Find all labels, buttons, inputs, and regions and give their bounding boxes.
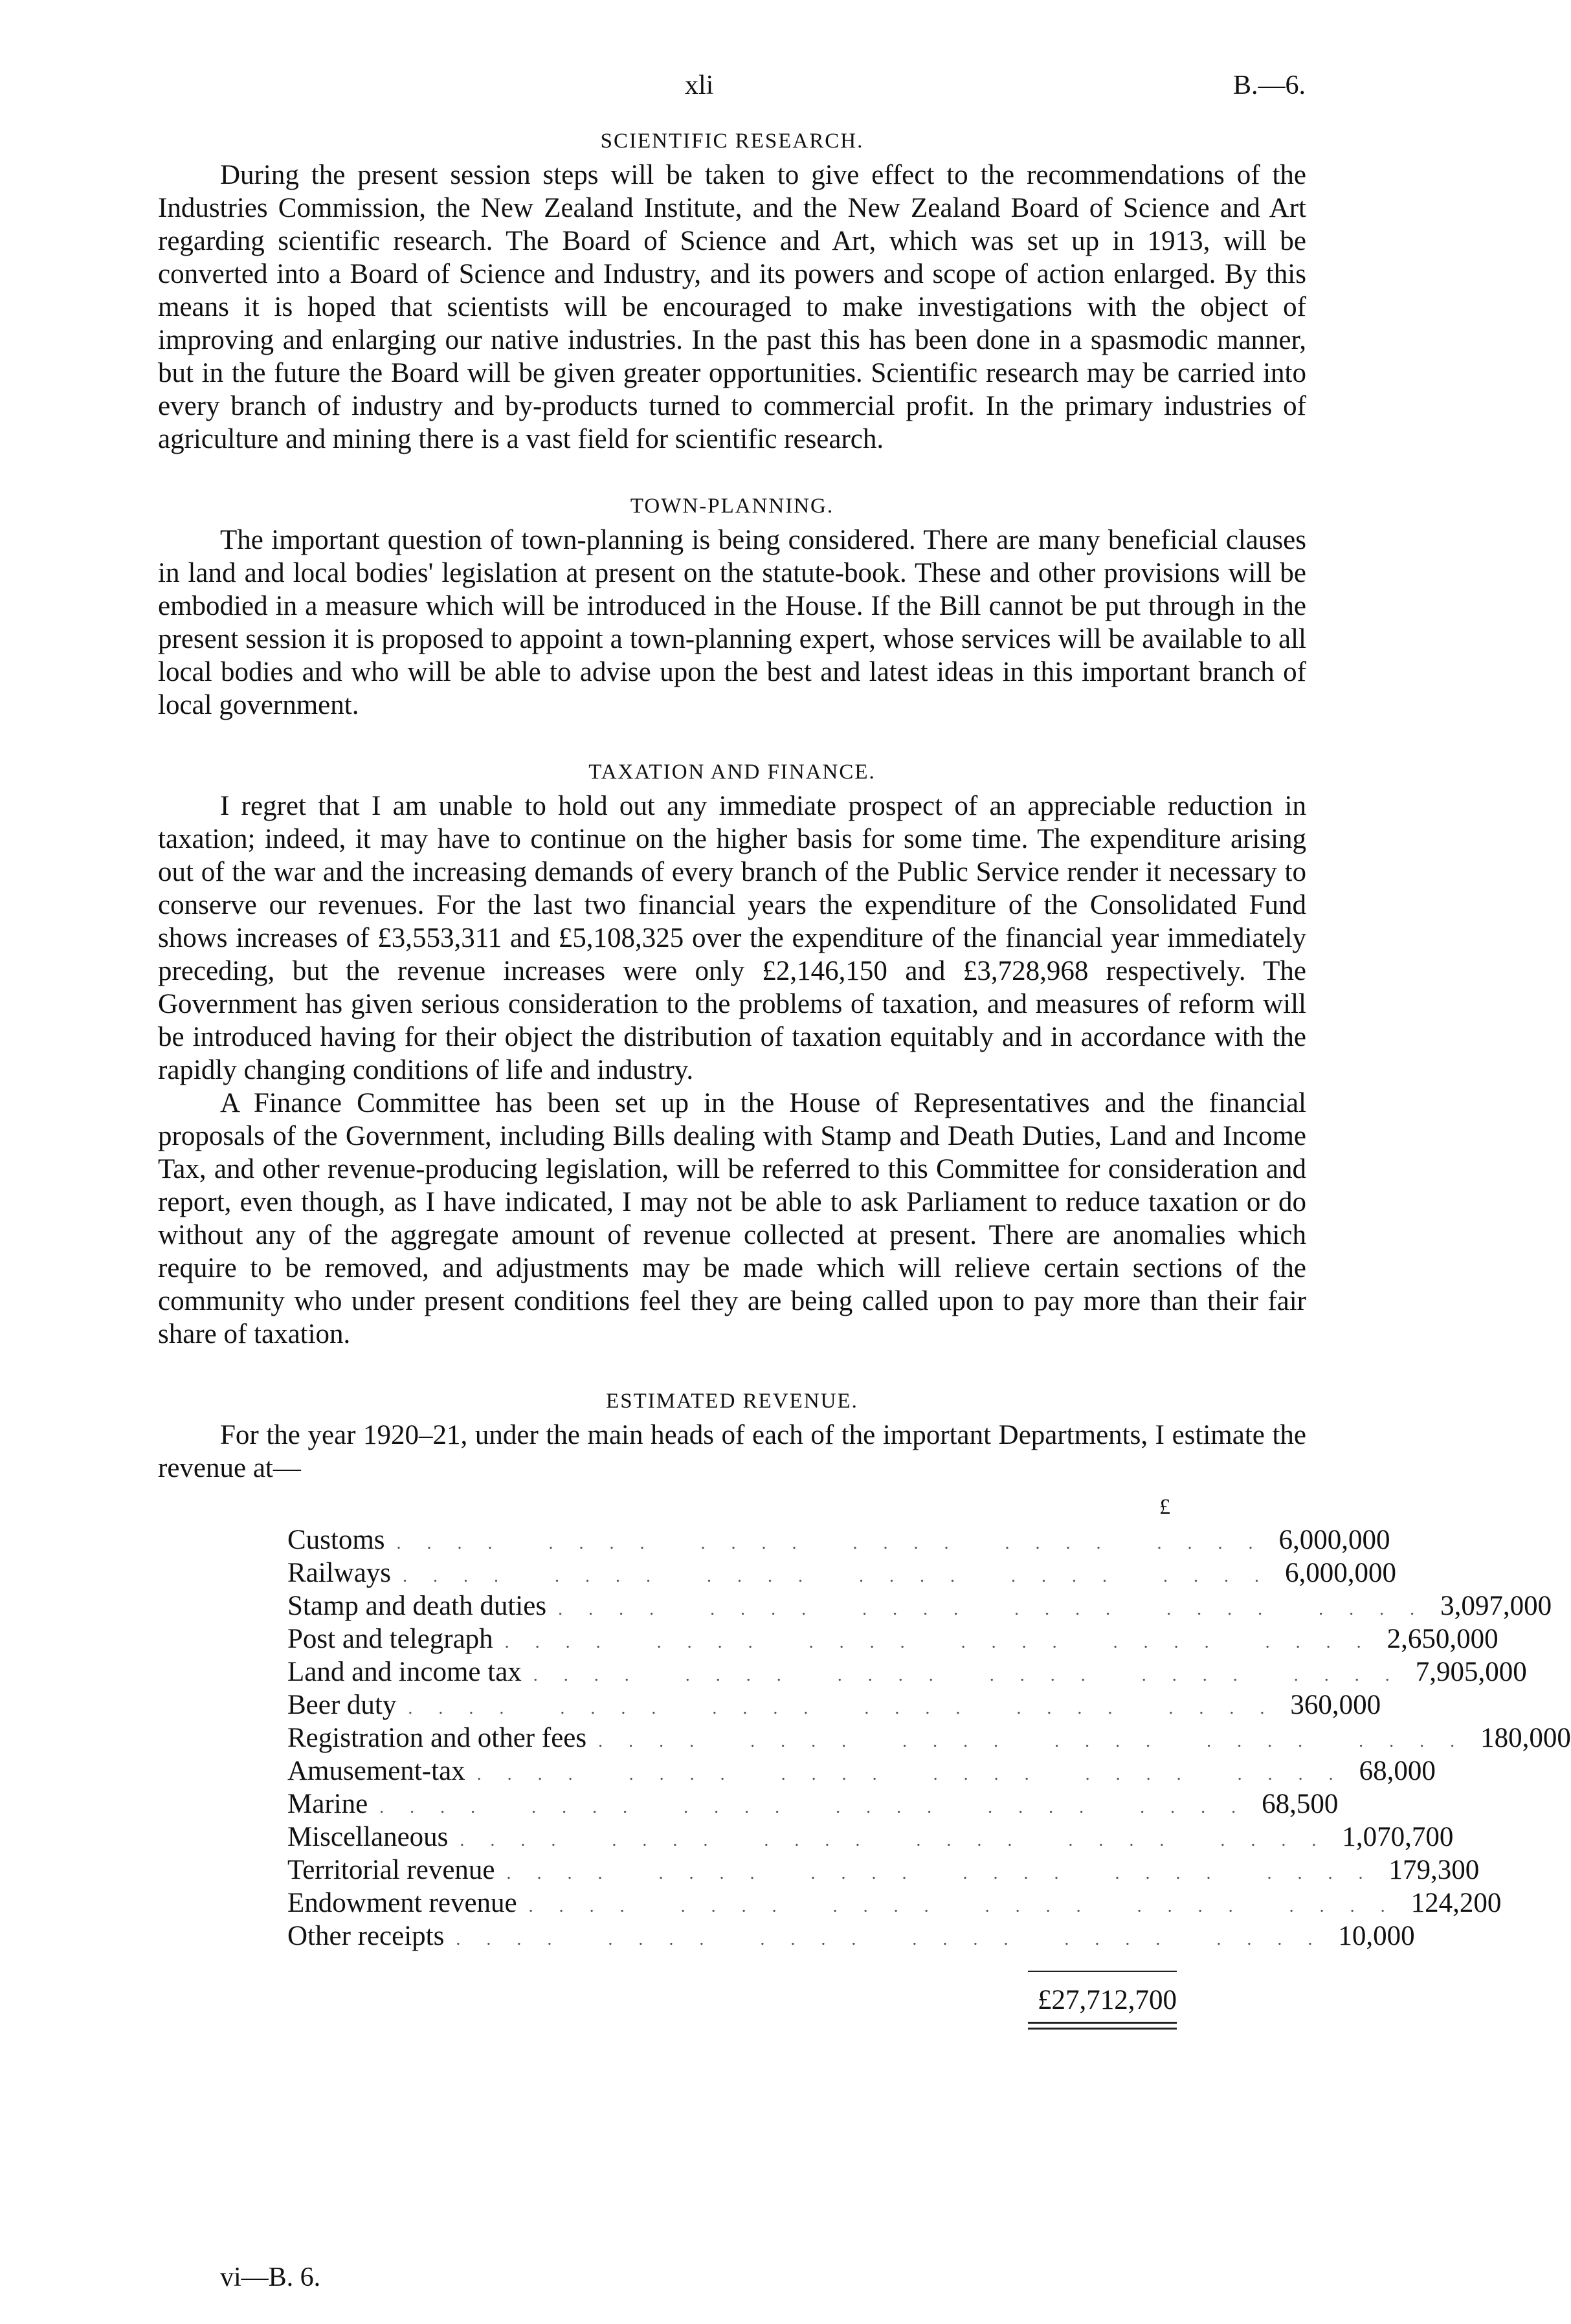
revenue-item-label: Post and telegraph xyxy=(287,1624,493,1654)
section-heading: ESTIMATED REVENUE. xyxy=(606,1389,858,1413)
revenue-row xyxy=(287,1556,1397,1589)
paper-reference: B.—6. xyxy=(1232,71,1306,100)
dot-leader: .... .... .... .... .... .... xyxy=(598,1731,1481,1751)
revenue-row xyxy=(287,1622,1499,1655)
revenue-item-label: Registration and other fees xyxy=(287,1723,587,1753)
paragraph: The important question of town-planning is being considered. There are many beneficial clauses in land and local bodies' legislation at present on the statute-book. These and other provisions will be embodied in a measure which will be introduced in the House. If the Bill cannot be put through in the present session it is proposed to appoint a town-planning expert, whose services will be available to all local bodies and who will be able to advise upon the best and latest ideas in this important branch of local government. xyxy=(158,525,1306,720)
revenue-item-amount: 7,905,000 xyxy=(1415,1657,1527,1687)
revenue-item-label: Other receipts xyxy=(287,1921,445,1951)
revenue-row xyxy=(287,1887,1502,1920)
revenue-item-amount: 179,300 xyxy=(1388,1855,1480,1885)
revenue-item-label: Marine xyxy=(287,1789,368,1819)
revenue-row xyxy=(287,1920,1415,1953)
section-heading: TOWN-PLANNING. xyxy=(630,494,834,518)
page-header xyxy=(0,70,1453,109)
revenue-item-label: Territorial revenue xyxy=(287,1855,495,1885)
revenue-row xyxy=(287,1589,1552,1622)
revenue-row xyxy=(287,1688,1381,1721)
revenue-item-label: Miscellaneous xyxy=(287,1822,449,1852)
revenue-item-label: Endowment revenue xyxy=(287,1888,517,1918)
revenue-row xyxy=(287,1854,1480,1887)
page-number: xli xyxy=(685,71,714,100)
footer-signature: vi—B. 6. xyxy=(220,2263,321,2292)
dot-leader: .... .... .... .... .... .... xyxy=(379,1797,1262,1817)
revenue-row xyxy=(287,1523,1390,1556)
revenue-row xyxy=(287,1787,1339,1820)
revenue-item-amount: 68,500 xyxy=(1262,1789,1339,1819)
total-row xyxy=(287,1984,1177,2017)
dot-leader: .... .... .... .... .... .... xyxy=(460,1830,1343,1850)
section-estimated-revenue xyxy=(158,1389,1571,2030)
dot-leader: .... .... .... .... .... .... xyxy=(558,1599,1441,1619)
dot-leader: .... .... .... .... .... .... xyxy=(476,1764,1359,1784)
revenue-total: £27,712,700 xyxy=(1038,1985,1177,2015)
paragraph: I regret that I am unable to hold out any immediate prospect of an appreciable reduction in taxation; indeed, it may have to continue on the higher basis for some time. The expenditure arising out of the war and the increasing demands of every branch of the Public Service render it necessary to conserve our revenues. For the last two financial years the expenditure of the Consolidated Fund shows increases of £3,553,311 and £5,108,325 over the expenditure of the financial year immediately preceding, but the revenue increases were only £2,146,150 and £3,728,968 respectively. The Government has given serious consideration to the problems of taxation, and measures of reform will be introduced having for their object the distribution of taxation equitably and in accordance with the rapidly changing conditions of life and industry. xyxy=(158,791,1306,1085)
section-heading: SCIENTIFIC RESEARCH. xyxy=(600,129,864,153)
revenue-item-amount: 124,200 xyxy=(1410,1888,1502,1918)
dot-leader: .... .... .... .... .... .... xyxy=(528,1896,1411,1916)
revenue-item-amount: 68,000 xyxy=(1359,1756,1436,1786)
revenue-item-amount: 6,000,000 xyxy=(1278,1525,1390,1555)
revenue-row xyxy=(287,1655,1527,1688)
double-rule xyxy=(1028,2022,1177,2030)
dot-leader: .... .... .... .... .... .... xyxy=(396,1533,1279,1553)
revenue-item-label: Amusement-tax xyxy=(287,1756,465,1786)
revenue-table xyxy=(287,1495,1571,2030)
sum-rule xyxy=(1028,1971,1177,1972)
section-taxation-and-finance xyxy=(158,760,1306,1351)
revenue-intro: For the year 1920–21, under the main heads of each of the important Departments, I estimate the revenue at— xyxy=(158,1420,1306,1483)
document-body xyxy=(158,129,1571,2068)
section-scientific-research xyxy=(158,129,1306,456)
revenue-item-label: Beer duty xyxy=(287,1690,397,1720)
dot-leader: .... .... .... .... .... .... xyxy=(504,1632,1387,1652)
paragraph: A Finance Committee has been set up in the House of Representatives and the financial proposals of the Government, including Bills dealing with Stamp and Death Duties, Land and Income Tax, and other revenue-producing legislation, will be referred to this Committee for consideration and report, even though, as I have indicated, I may not be able to ask Parliament to reduce taxation or do without any of the aggregate amount of revenue collected at present. There are anomalies which require to be removed, and adjustments may be made which will relieve certain sections of the community who under present conditions feel they are being called upon to pay more than their fair share of taxation. xyxy=(158,1088,1306,1349)
revenue-row xyxy=(287,1721,1571,1754)
dot-leader: .... .... .... .... .... .... xyxy=(506,1863,1389,1883)
dot-leader: .... .... .... .... .... .... xyxy=(456,1929,1339,1949)
revenue-item-amount: 10,000 xyxy=(1338,1921,1415,1951)
section-heading: TAXATION AND FINANCE. xyxy=(588,760,876,784)
revenue-item-amount: 6,000,000 xyxy=(1285,1558,1397,1588)
revenue-item-label: Land and income tax xyxy=(287,1657,522,1687)
revenue-rows xyxy=(287,1523,1571,1953)
revenue-item-amount: 360,000 xyxy=(1290,1690,1381,1720)
section-town-planning xyxy=(158,494,1306,722)
dot-leader: .... .... .... .... .... .... xyxy=(403,1566,1286,1586)
revenue-row xyxy=(287,1820,1454,1854)
revenue-item-label: Railways xyxy=(287,1558,392,1588)
dot-leader: .... .... .... .... .... .... xyxy=(408,1698,1291,1718)
dot-leader: .... .... .... .... .... .... xyxy=(533,1665,1416,1685)
revenue-item-label: Stamp and death duties xyxy=(287,1591,547,1621)
revenue-item-amount: 1,070,700 xyxy=(1342,1822,1454,1852)
revenue-item-amount: 3,097,000 xyxy=(1440,1591,1552,1621)
paragraph: During the present session steps will be taken to give effect to the recommendations of the Industries Commission, the New Zealand Institute, and the New Zealand Board of Science and Art regarding scientific research. The Board of Science and Art, which was set up in 1913, will be converted into a Board of Science and Industry, and its powers and scope of action enlarged. By this means it is hoped that scientists will be encouraged to make investigations with the object of improving and enlarging our native industries. In the past this has been done in a spasmodic manner, but in the future the Board will be given greater opportunities. Scientific research may be carried into every branch of industry and by-products turned to commercial profit. In the primary industries of agriculture and mining there is a vast field for scientific research. xyxy=(158,160,1306,454)
currency-symbol: £ xyxy=(1159,1495,1170,1519)
revenue-item-amount: 180,000 xyxy=(1480,1723,1571,1753)
revenue-item-label: Customs xyxy=(287,1525,385,1555)
revenue-row xyxy=(287,1754,1436,1787)
revenue-item-amount: 2,650,000 xyxy=(1387,1624,1499,1654)
